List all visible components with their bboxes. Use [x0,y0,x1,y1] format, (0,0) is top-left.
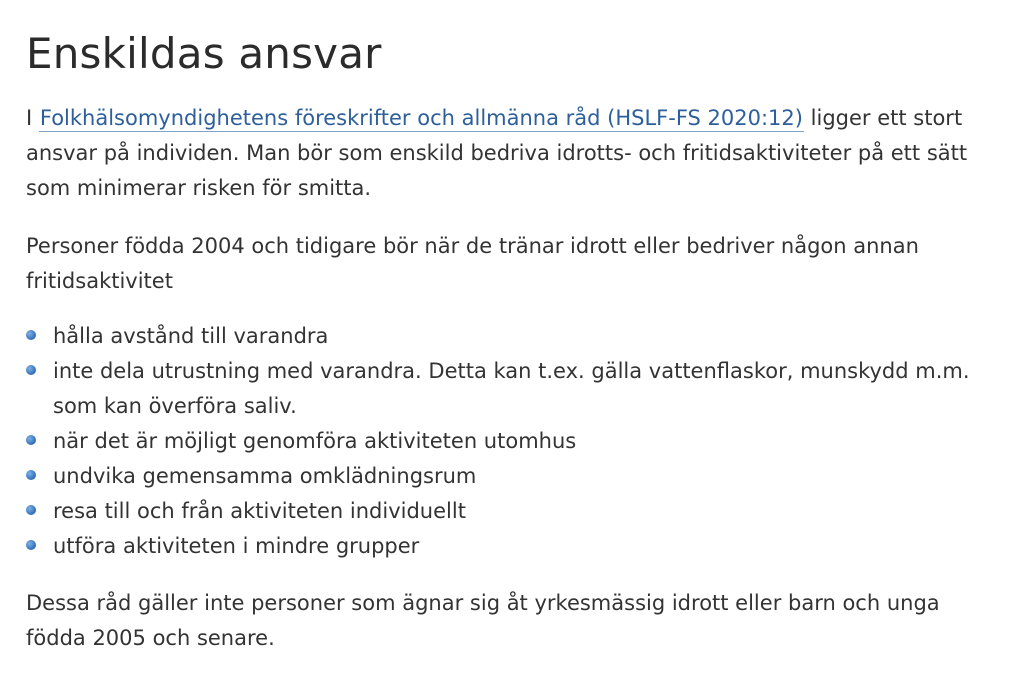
list-item [26,494,1001,529]
list-item-text: utföra aktiviteten i mindre grupper [53,534,420,558]
list-item-text: inte dela utrustning med varandra. Detta kan t.ex. gälla vattenflaskor, munskydd m.m. som kan överföra saliv. [53,359,970,418]
regulation-link[interactable]: Folkhälsomyndighetens föreskrifter och allmänna råd (HSLF-FS 2020:12) [39,106,803,130]
list-item [26,424,1001,459]
list-item [26,529,1001,564]
list-item [26,319,1001,354]
list-item-text: resa till och från aktiviteten individuellt [53,499,466,523]
lead-paragraph: Personer födda 2004 och tidigare bör när de tränar idrott eller bedriver någon annan fritidsaktivitet [26,234,919,293]
intro-prefix: I [26,106,39,130]
bullet-icon [26,540,36,550]
bullet-icon [26,470,36,480]
list-item-text: hålla avstånd till varandra [53,324,329,348]
bullet-icon [26,435,36,445]
page-title: Enskildas ansvar [26,29,382,78]
bullet-icon [26,330,36,340]
list-item-text: när det är möjligt genomföra aktiviteten utomhus [53,429,577,453]
closing-paragraph: Dessa råd gäller inte personer som ägnar sig åt yrkesmässig idrott eller barn och unga födda 2005 och senare. [26,591,940,650]
intro-paragraph [26,101,1001,206]
advice-list [26,319,1001,564]
bullet-icon [26,365,36,375]
intro-suffix: ligger ett stort ansvar på individen. Man bör som enskild bedriva idrotts- och fritidsaktiviteter på ett sätt som minimerar risken för smitta. [26,106,968,200]
list-item-text: undvika gemensamma omklädningsrum [53,464,477,488]
list-item [26,354,1001,424]
bullet-icon [26,505,36,515]
list-item [26,459,1001,494]
